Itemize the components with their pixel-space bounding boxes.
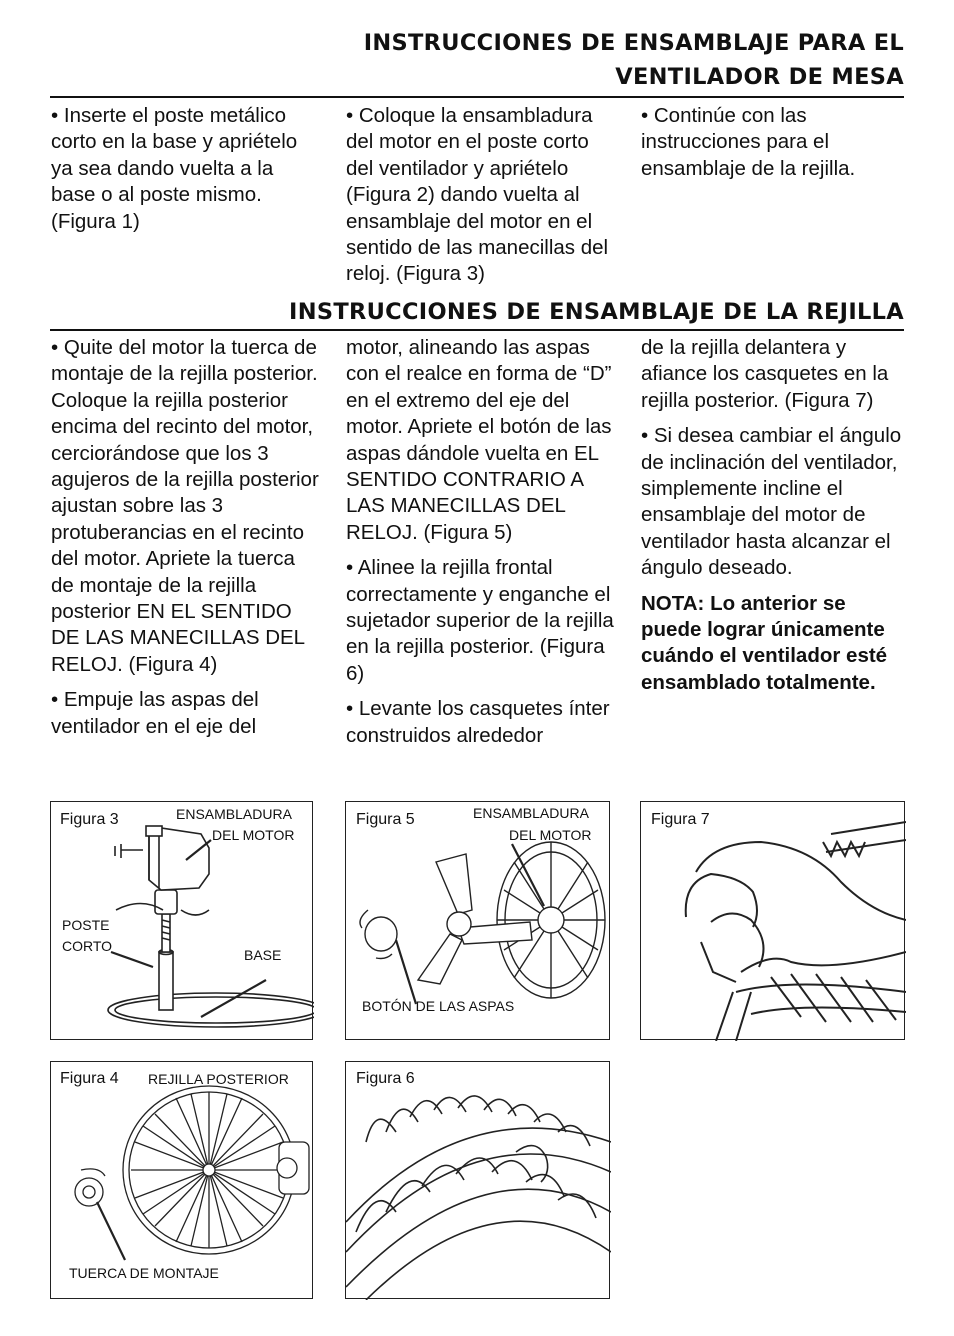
paragraph: • Coloque la ensambladura del motor en el poste corto del ventilador y apriételo (Figura 2) dando vuelta al ensamblaje del motor en el sentido de las manecillas del reloj. (Figura 3) <box>346 104 609 286</box>
label-short-post: CORTO <box>62 938 113 954</box>
figure-6-caption: Figura 6 <box>356 1070 415 1087</box>
paragraph: • Inserte el poste metálico corto en la base y apriételo ya sea dando vuelta a la base o al poste mismo. (Figura 1) <box>51 104 298 233</box>
paragraph: • Empuje las aspas del ventilador en el eje del <box>51 688 259 738</box>
figure-3 <box>50 801 313 1040</box>
heading-line-2: VENTILADOR DE MESA <box>615 64 904 90</box>
label-blade-knob: BOTÓN DE LAS ASPAS <box>362 998 515 1014</box>
figure-4 <box>50 1061 313 1299</box>
paragraph: • Alinee la rejilla frontal correctamente y enganche el sujetador superior de la rejilla en la rejilla posterior. (Figura 6) <box>346 556 614 685</box>
figure-5-caption: Figura 5 <box>356 811 415 828</box>
label-mounting-nut: TUERCA DE MONTAJE <box>69 1265 219 1281</box>
section2-column-3 <box>641 335 909 705</box>
note-paragraph: NOTA: Lo anterior se puede lograr únicamente cuándo el ventilador esté ensamblado totalmente. <box>641 591 888 694</box>
paragraph: • Si desea cambiar el ángulo de inclinación del ventilador, simplemente incline el ensamblaje del motor de ventilador hasta alcanzar el ángulo deseado. <box>641 424 902 580</box>
section1-column-2 <box>346 103 614 297</box>
label-rear-grille: REJILLA POSTERIOR <box>148 1071 289 1087</box>
figure-3-caption: Figura 3 <box>60 811 119 828</box>
paragraph: de la rejilla delantera y afiance los casquetes en la rejilla posterior. (Figura 7) <box>641 336 889 412</box>
section-heading-grille <box>50 295 904 331</box>
figure-5 <box>345 801 610 1040</box>
figure-6-illustration <box>346 1062 611 1300</box>
paragraph: • Continúe con las instrucciones para el ensamblaje de la rejilla. <box>641 104 856 180</box>
label-motor-assembly: DEL MOTOR <box>212 827 295 843</box>
label-motor-assembly: ENSAMBLADURA <box>473 805 589 821</box>
paragraph: • Levante los casquetes ínter construidos alrededor <box>346 697 610 747</box>
figure-7-illustration <box>641 802 906 1041</box>
section2-column-2 <box>346 335 614 758</box>
label-base: BASE <box>244 947 282 963</box>
figure-4-caption: Figura 4 <box>60 1070 119 1087</box>
label-motor-assembly: ENSAMBLADURA <box>176 806 292 822</box>
section1-column-1 <box>51 103 319 244</box>
figure-7 <box>640 801 905 1040</box>
paragraph: motor, alineando las aspas con el realce en forma de “D” en el extremo del eje del motor. Apriete el botón de las aspas dándole vuelta en EL SENTIDO CONTRARIO A LAS MANECILLAS DEL RELOJ. (Figura 5) <box>346 336 612 544</box>
section2-column-1 <box>51 335 319 749</box>
label-motor-assembly: DEL MOTOR <box>509 827 592 843</box>
label-short-post: POSTE <box>62 917 110 933</box>
section-heading-table-fan <box>50 26 904 98</box>
paragraph: • Quite del motor la tuerca de montaje de la rejilla posterior. Coloque la rejilla posterior encima del recinto del motor, cerciorándose que los 3 agujeros de la rejilla posterior ajustan sobre las 3 protuberancias en el recinto del motor. Apriete la tuerca de montaje de la rejilla posterior EN EL SENTIDO DE LAS MANECILLAS DEL RELOJ. (Figura 4) <box>51 336 319 676</box>
heading-line: INSTRUCCIONES DE ENSAMBLAJE DE LA REJILLA <box>289 299 904 325</box>
figure-6 <box>345 1061 610 1299</box>
heading-line-1: INSTRUCCIONES DE ENSAMBLAJE PARA EL <box>363 30 904 56</box>
section1-column-3 <box>641 103 909 191</box>
figure-7-caption: Figura 7 <box>651 811 710 828</box>
